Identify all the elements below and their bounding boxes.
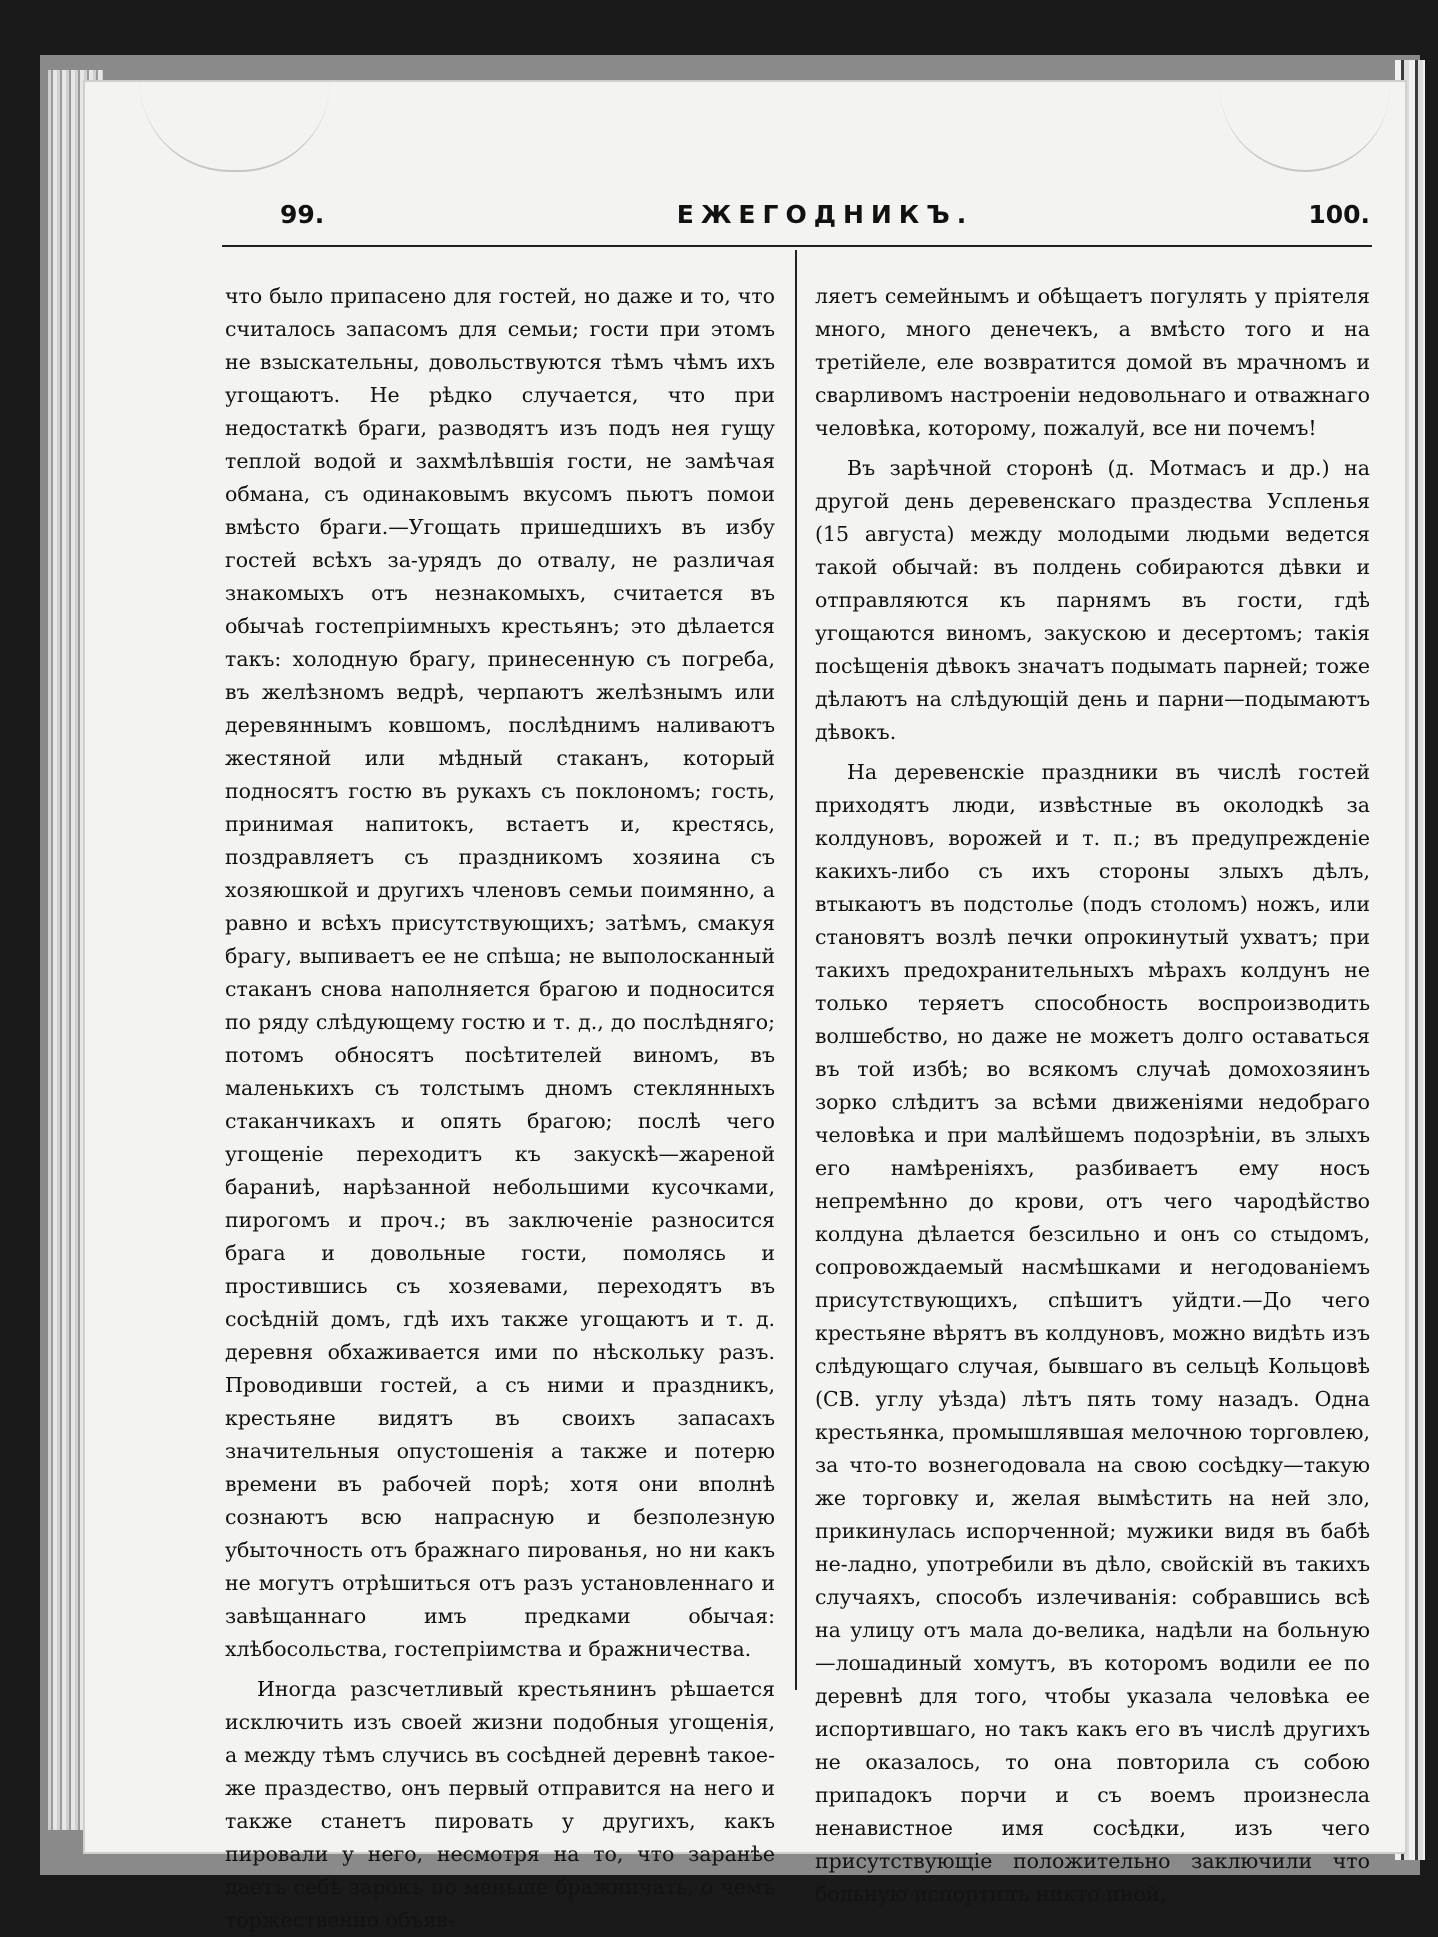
right-paragraph-2: Въ зарѣчной сторонѣ (д. Мотмасъ и др.) на другой день деревенскаго праздества Успленья (15 августа) между молодыми людьми ведется такой обычай: въ полдень собираются дѣвки и отправляются къ парнямъ въ гости, гдѣ угощаются виномъ, закускою и десертомъ; такія посѣщенія дѣвокъ значатъ подымать парней; тоже дѣлаютъ на слѣдующій день и парни—подымаютъ дѣвокъ. xyxy=(815,456,1370,744)
running-header xyxy=(280,200,1370,240)
page-number-right: 100. xyxy=(1308,200,1370,229)
left-paragraph-1: что было припасено для гостей, но даже и то, что считалось запасомъ для семьи; гости при этомъ не взыскательны, довольствуются тѣмъ чѣмъ ихъ угощаютъ. Не рѣдко случается, что при недостаткѣ браги, разводятъ изъ подъ нея гущу теплой водой и захмѣлѣвшія гости, не замѣчая обмана, съ одинаковымъ вкусомъ пьютъ помои вмѣсто браги.—Угощать пришедшихъ въ избу гостей всѣхъ за-урядъ до отвалу, не различая знакомыхъ отъ незнакомыхъ, считается въ обычаѣ гостепріимныхъ крестьянъ; это дѣлается такъ: холодную брагу, принесенную съ погреба, въ желѣзномъ ведрѣ, черпаютъ желѣзнымъ или деревяннымъ ковшомъ, послѣднимъ наливаютъ жестяной или мѣдный стаканъ, который подносятъ гостю въ рукахъ съ поклономъ; гость, принимая напитокъ, встаетъ и, крестясь, поздравляетъ съ праздникомъ хозяина съ хозяюшкой и другихъ членовъ семьи поимянно, а равно и всѣхъ присутствующихъ; затѣмъ, смакуя брагу, выпиваетъ ее не спѣша; не выполосканный стаканъ снова наполняется брагою и подносится по ряду слѣдующему гостю и т. д., до послѣдняго; потомъ обносятъ посѣтителей виномъ, въ маленькихъ съ толстымъ дномъ стеклянныхъ стаканчикахъ и опять брагою; послѣ чего угощеніе переходитъ къ закускѣ—жареной бараниѣ, нарѣзанной небольшими кусочками, пирогомъ и проч.; въ заключеніе разносится брага и довольные гости, помолясь и простившись съ хозяевами, переходятъ въ сосѣдній домъ, гдѣ ихъ также угощаютъ и т. д. деревня обхаживается ими по нѣскольку разъ. Проводивши гостей, а съ ними и праздникъ, крестьяне видятъ въ своихъ запасахъ значительныя опустошенія а также и потерю времени въ рабочей порѣ; хотя они вполнѣ сознаютъ всю напрасную и безполезную убыточность отъ бражнаго пированья, но ни какъ не могутъ отрѣшиться отъ разъ установленнаго и завѣщаннаго имъ предками обычая: хлѣбосольства, гостепріимства и бражничества. xyxy=(225,284,775,1661)
column-divider xyxy=(795,250,797,1690)
right-paragraph-1: ляетъ семейнымъ и обѣщаетъ погулять у пріятеля много, много денечекъ, а вмѣсто того и на третійеле, еле возвратится домой въ мрачномъ и сварливомъ настроеніи недовольнаго и отважнаго человѣка, которому, пожалуй, все ни почемъ! xyxy=(815,284,1370,440)
page-number-left: 99. xyxy=(280,200,325,229)
right-paragraph-3: На деревенскіе праздники въ числѣ гостей приходятъ люди, извѣстные въ околодкѣ за колдуновъ, ворожей и т. п.; въ предупрежденіе какихъ-либо съ ихъ стороны злыхъ дѣлъ, втыкаютъ въ подстолье (подъ столомъ) ножъ, или становятъ возлѣ печки опрокинутый ухватъ; при такихъ предохранительныхъ мѣрахъ колдунъ не только теряетъ способность воспроизводить волшебство, но даже не можетъ долго оставаться въ той избѣ; во всякомъ случаѣ домохозяинъ зорко слѣдитъ за всѣми движеніями недобраго человѣка и при малѣйшемъ подозрѣніи, въ злыхъ его намѣреніяхъ, разбиваетъ ему носъ непремѣнно до крови, отъ чего чародѣйство колдуна дѣлается безсильно и онъ со стыдомъ, сопровождаемый насмѣшками и негодованіемъ присутствующихъ, спѣшитъ уйдти.—До чего крестьяне вѣрятъ въ колдуновъ, можно видѣть изъ слѣдующаго случая, бывшаго въ сельцѣ Кольцовѣ (СВ. углу уѣзда) лѣтъ пять тому назадъ. Одна крестьянка, промышлявшая мелочною торговлею, за что-то вознегодовала на свою сосѣдку—такую же торговку и, желая вымѣстить на ней зло, прикинулась испорченной; мужики видя въ бабѣ не-ладно, употребили въ дѣло, свойскій въ такихъ случаяхъ, способъ излечиванія: собравшись всѣ на улицу отъ мала до-велика, надѣли на больную—лошадиный хомутъ, въ которомъ водили ее по деревнѣ для того, чтобы указала человѣка ее испортившаго, но такъ какъ его въ числѣ другихъ не оказалось, то она повторила съ собою припадокъ порчи и съ воемъ произнесла ненавистное имя сосѣдки, изъ чего присутствующіе положительно заключили что больную испортилъ никто иной, xyxy=(815,760,1370,1906)
left-paragraph-2: Иногда разсчетливый крестьянинъ рѣшается исключить изъ своей жизни подобныя угощенія, а между тѣмъ случись въ сосѣдней деревнѣ такое-же праздество, онъ первый отправится на него и также станетъ пировать у другихъ, какъ пировали у него, несмотря на то, что заранѣе даетъ себѣ зарокъ по меньше бражничать, о чемъ торжественно объяв- xyxy=(225,1677,775,1932)
header-rule xyxy=(222,245,1372,247)
left-column xyxy=(225,280,775,1937)
running-title: ЕЖЕГОДНИКЪ. xyxy=(676,200,974,229)
right-column xyxy=(815,280,1370,1911)
